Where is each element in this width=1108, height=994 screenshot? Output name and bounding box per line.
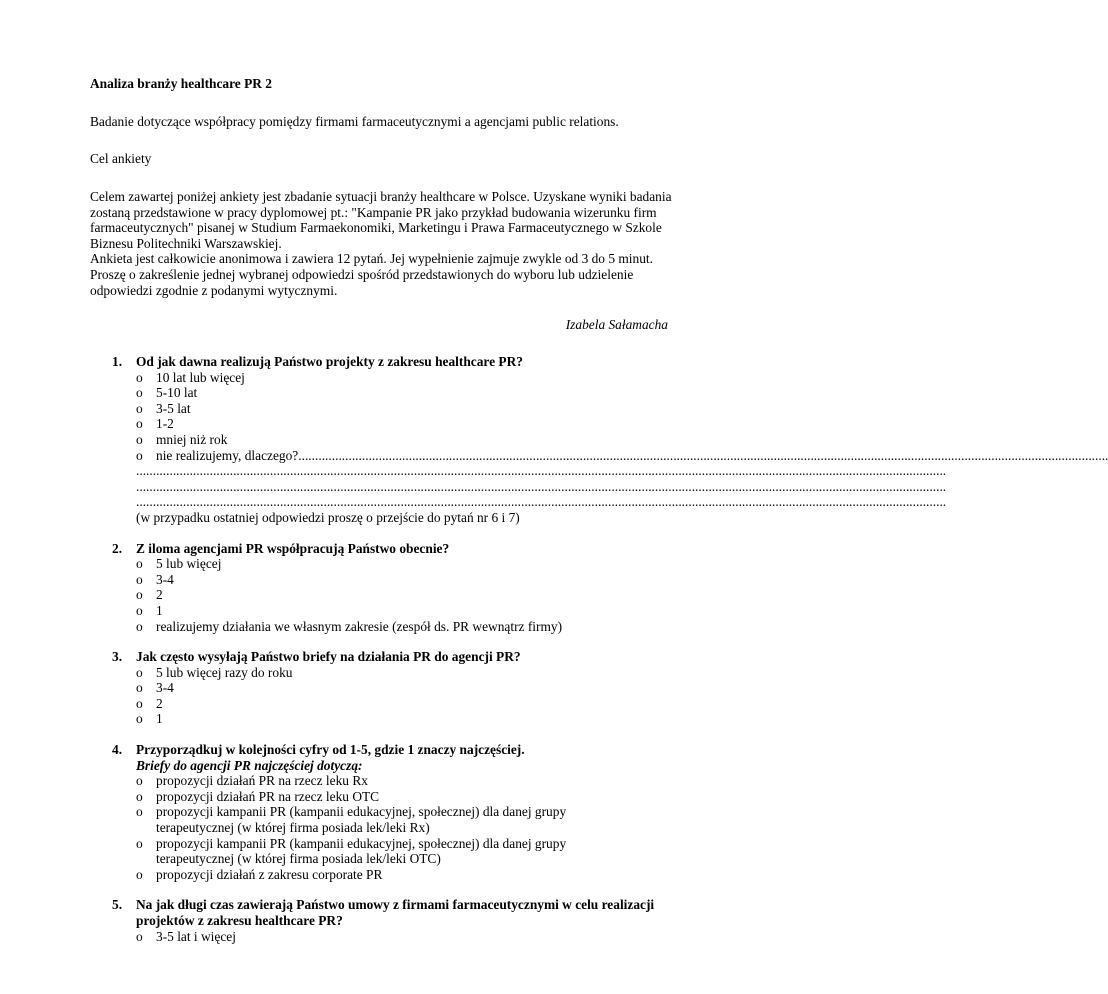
- circle-bullet-icon: o: [136, 664, 143, 680]
- circle-bullet-icon: o: [136, 773, 143, 789]
- option-label: nie realizujemy, dlaczego?: [156, 447, 299, 463]
- option-label: mniej niż rok: [156, 431, 228, 447]
- option-label: 2: [156, 587, 163, 603]
- option-item[interactable]: [136, 619, 680, 635]
- option-label: propozycji działań PR na rzecz leku Rx: [156, 773, 368, 789]
- question-text: Na jak długi czas zawierają Państwo umowy z firmami farmaceutycznymi w celu realizacji projektów z zakresu healthcare PR?: [136, 897, 655, 928]
- option-item[interactable]: [136, 929, 680, 945]
- circle-bullet-icon: o: [136, 804, 143, 820]
- answer-line-first[interactable]: [156, 447, 1108, 464]
- circle-bullet-icon: o: [136, 400, 143, 416]
- circle-bullet-icon: o: [136, 447, 143, 463]
- circle-bullet-icon: o: [136, 431, 143, 447]
- option-list: [136, 665, 680, 727]
- option-list: [136, 929, 680, 945]
- option-item[interactable]: [136, 447, 1108, 526]
- intro-paragraph: Ankieta jest całkowicie anonimowa i zawiera 12 pytań. Jej wypełnienie zajmuje zwykle od 3 do 5 minut. Proszę o zakreślenie jednej wybranej odpowiedzi spośród przedstawionych do wyboru lub udzielenie odpowiedzi zgodnie z podanymi wytycznymi.: [90, 251, 653, 298]
- option-label: propozycji działań z zakresu corporate PR: [156, 866, 383, 882]
- option-item[interactable]: [136, 572, 680, 588]
- option-label: propozycji kampanii PR (kampanii edukacyjnej, społecznej) dla danej grupy terapeutycznej (w której firma posiada lek/leki Rx): [156, 804, 567, 836]
- option-list: [136, 773, 680, 882]
- question-number: 2.: [112, 540, 123, 556]
- option-label: 2: [156, 695, 163, 711]
- answer-line[interactable]: ..................................................................................................................................................................................................................................................: [136, 478, 947, 494]
- circle-bullet-icon: o: [136, 587, 143, 603]
- intro-paragraph: Celem zawartej poniżej ankiety jest zbadanie sytuacji branży healthcare w Polsce. Uzyskane wyniki badania zostaną przedstawione w pracy dyplomowej pt.: "Kampanie PR jako przykład budowania wizerunku firm farmaceutycznych" pisanej w Studium Farmaekonomiki, Marketingu i Prawa Farmaceutycznego w Szkole Biznesu Politechniki Warszawskiej.: [90, 189, 672, 251]
- option-list: [136, 369, 1108, 526]
- option-item[interactable]: [136, 836, 626, 867]
- question-text: Z iloma agencjami PR współpracują Państwo obecnie?: [136, 540, 450, 556]
- question-note: (w przypadku ostatniej odpowiedzi proszę o przejście do pytań nr 6 i 7): [136, 509, 520, 525]
- option-item[interactable]: [136, 773, 680, 789]
- circle-bullet-icon: o: [136, 680, 143, 696]
- question-text: Przyporządkuj w kolejności cyfry od 1-5, gdzie 1 znaczy najczęściej.: [136, 742, 525, 758]
- document-title: Analiza branży healthcare PR 2: [90, 76, 272, 91]
- question-number: 5.: [112, 897, 123, 913]
- circle-bullet-icon: o: [136, 711, 143, 727]
- question-3: [90, 649, 680, 742]
- question-2: [90, 541, 680, 650]
- option-item[interactable]: [136, 696, 680, 712]
- option-item[interactable]: [136, 867, 680, 883]
- question-number: 3.: [112, 649, 123, 665]
- answer-line[interactable]: ..................................................................................................................................................................................................................................................: [136, 463, 947, 479]
- option-item[interactable]: [136, 603, 680, 619]
- circle-bullet-icon: o: [136, 385, 143, 401]
- option-item[interactable]: [136, 804, 626, 835]
- circle-bullet-icon: o: [136, 571, 143, 587]
- option-label: 1: [156, 602, 163, 618]
- question-1: [90, 354, 1108, 541]
- option-item[interactable]: [136, 680, 680, 696]
- option-label: 3-5 lat: [156, 400, 191, 416]
- circle-bullet-icon: o: [136, 556, 143, 572]
- circle-bullet-icon: o: [136, 416, 143, 432]
- option-item[interactable]: [136, 385, 680, 401]
- circle-bullet-icon: o: [136, 618, 143, 634]
- option-item[interactable]: [136, 789, 680, 805]
- circle-bullet-icon: o: [136, 369, 143, 385]
- option-label: 5 lub więcej razy do roku: [156, 664, 293, 680]
- circle-bullet-icon: o: [136, 866, 143, 882]
- option-item[interactable]: [136, 370, 680, 386]
- intro-text: [90, 189, 680, 298]
- question-text: Jak często wysyłają Państwo briefy na działania PR do agencji PR?: [136, 649, 521, 665]
- option-label: propozycji działań PR na rzecz leku OTC: [156, 788, 380, 804]
- question-text: Od jak dawna realizują Państwo projekty z zakresu healthcare PR?: [136, 354, 523, 369]
- section-heading: Cel ankiety: [90, 151, 152, 166]
- question-number: 4.: [112, 742, 123, 758]
- option-label: 3-5 lat i więcej: [156, 928, 236, 944]
- question-5: [90, 897, 680, 944]
- question-subtext: Briefy do agencji PR najczęściej dotyczą:: [136, 757, 363, 773]
- answer-dots: ..................................................................................................................................................................................................................................................: [298, 447, 1108, 463]
- option-item[interactable]: [136, 416, 680, 432]
- option-item[interactable]: [136, 556, 680, 572]
- question-4: [90, 742, 680, 897]
- author-name: Izabela Sałamacha: [565, 317, 668, 332]
- circle-bullet-icon: o: [136, 695, 143, 711]
- option-label: propozycji kampanii PR (kampanii edukacyjnej, społecznej) dla danej grupy terapeutycznej (w której firma posiada lek/leki OTC): [156, 835, 567, 867]
- option-label: 3-4: [156, 680, 174, 696]
- option-label: 3-4: [156, 571, 174, 587]
- option-label: 10 lat lub więcej: [156, 369, 245, 385]
- option-label: 5-10 lat: [156, 385, 198, 401]
- option-item[interactable]: [136, 432, 680, 448]
- option-label: 5 lub więcej: [156, 556, 222, 572]
- question-number: 1.: [112, 354, 123, 369]
- circle-bullet-icon: o: [136, 928, 143, 944]
- circle-bullet-icon: o: [136, 835, 143, 851]
- document-subtitle: Badanie dotyczące współpracy pomiędzy firmami farmaceutycznymi a agencjami public relations.: [90, 114, 619, 129]
- circle-bullet-icon: o: [136, 788, 143, 804]
- option-item[interactable]: [136, 587, 680, 603]
- option-item[interactable]: [136, 665, 680, 681]
- answer-line[interactable]: ..................................................................................................................................................................................................................................................: [136, 494, 947, 510]
- question-list: [90, 354, 1108, 944]
- option-item[interactable]: [136, 711, 680, 727]
- option-label: 1: [156, 711, 163, 727]
- option-label: 1-2: [156, 416, 174, 432]
- option-item[interactable]: [136, 401, 680, 417]
- option-label: realizujemy działania we własnym zakresie (zespół ds. PR wewnątrz firmy): [156, 618, 563, 634]
- option-list: [136, 556, 680, 634]
- circle-bullet-icon: o: [136, 602, 143, 618]
